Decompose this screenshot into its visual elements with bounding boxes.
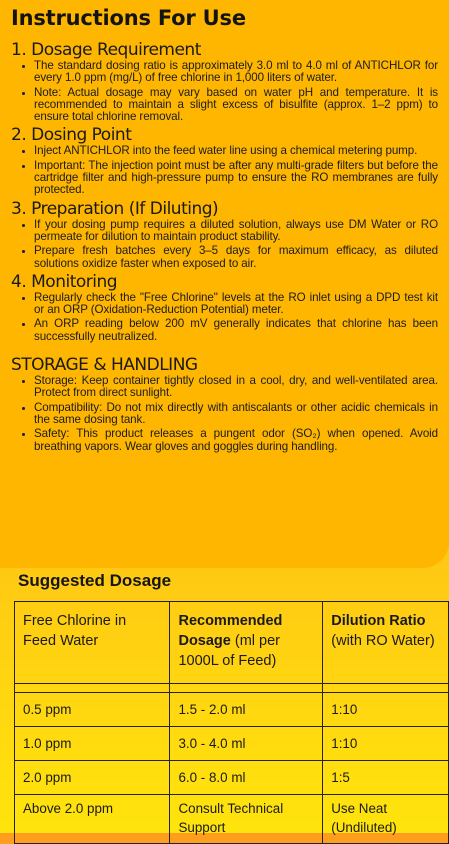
dosage-table xyxy=(14,601,449,844)
table-cell: 1:10 xyxy=(323,727,449,761)
table-cell: 2.0 ppm xyxy=(15,761,170,795)
table-cell: 0.5 ppm xyxy=(15,693,170,727)
table-cell: 6.0 - 8.0 ml xyxy=(170,761,323,795)
header-bold-text: Dilution Ratio xyxy=(331,613,426,629)
list-item: • Storage: Keep container tightly closed in a cool, dry, and well-ventilated area. Protect from direct sunlight. xyxy=(34,375,438,400)
table-row xyxy=(15,795,449,844)
list-item: • Regularly check the "Free Chlorine" levels at the RO inlet using a DPD test kit or an ORP (Oxidation-Reduction Potential) meter. xyxy=(34,292,438,317)
list-item: • The standard dosing ratio is approximately 3.0 ml to 4.0 ml of ANTICHLOR for every 1.0 ppm (mg/L) of free chlorine in 1,000 liters of water. xyxy=(34,60,438,85)
header-free-chlorine: Free Chlorine in Feed Water xyxy=(15,602,170,684)
header-text: (ml per 1000L of Feed) xyxy=(178,633,281,669)
list-item: • Inject ANTICHLOR into the feed water line using a chemical metering pump. xyxy=(34,145,438,157)
section-monitoring xyxy=(11,272,438,343)
header-text: (with RO Water) xyxy=(331,633,435,649)
bullet-list xyxy=(11,219,438,270)
dosage-table-title: Suggested Dosage xyxy=(18,571,172,590)
table-cell: 3.0 - 4.0 ml xyxy=(170,727,323,761)
list-item: • If your dosing pump requires a diluted solution, always use DM Water or RO permeate for dilution to maintain product stability. xyxy=(34,219,438,244)
section-heading: 1. Dosage Requirement xyxy=(11,40,201,60)
section-storage-handling xyxy=(11,355,438,453)
list-item: • Compatibility: Do not mix directly with antiscalants or other acidic chemicals in the same dosing tank. xyxy=(34,402,438,427)
header-recommended-dosage xyxy=(170,602,323,684)
section-heading: 2. Dosing Point xyxy=(11,125,132,146)
list-item: • An ORP reading below 200 mV generally indicates that chlorine has been successfully neutralized. xyxy=(34,318,438,343)
table-cell: Above 2.0 ppm xyxy=(15,795,170,844)
table-header-row xyxy=(15,602,449,684)
table-row xyxy=(15,727,449,761)
section-heading: STORAGE & HANDLING xyxy=(11,355,198,376)
table-cell: Consult Technical Support xyxy=(170,795,323,844)
bullet-list xyxy=(11,60,438,123)
table-cell: 1:10 xyxy=(323,693,449,727)
table-spacer-row xyxy=(15,684,449,693)
table-cell: Use Neat (Undiluted) xyxy=(323,795,449,844)
table-row xyxy=(15,693,449,727)
section-dosage-requirement xyxy=(11,40,438,123)
table-row xyxy=(15,761,449,795)
section-heading: 3. Preparation (If Diluting) xyxy=(11,198,219,219)
list-item: • Important: The injection point must be after any multi-grade filters but before the cartridge filter and high-pressure pump to ensure the RO membranes are fully protected. xyxy=(34,160,438,197)
spacer xyxy=(11,345,438,355)
list-item: • Prepare fresh batches every 3–5 days for maximum efficacy, as diluted solutions oxidize faster when exposed to air. xyxy=(34,245,438,270)
table-cell: 1:5 xyxy=(323,761,449,795)
header-dilution-ratio xyxy=(323,602,449,684)
bullet-list xyxy=(11,292,438,343)
section-heading: 4. Monitoring xyxy=(11,271,118,292)
page-title: Instructions For Use xyxy=(11,6,246,30)
section-dosing-point xyxy=(11,125,438,196)
header-bold-text: Recommended Dosage xyxy=(178,613,283,649)
table-cell: 1.0 ppm xyxy=(15,727,170,761)
section-preparation xyxy=(11,199,438,270)
list-item: • Safety: This product releases a pungent odor (SO₂) when opened. Avoid breathing vapors. Wear gloves and goggles during handling. xyxy=(34,428,438,453)
table-cell: 1.5 - 2.0 ml xyxy=(170,693,323,727)
bullet-list xyxy=(11,375,438,453)
bullet-list xyxy=(11,145,438,196)
list-item: • Note: Actual dosage may vary based on water pH and temperature. It is recommended to maintain a slight excess of bisulfite (approx. 1–2 ppm) to ensure total chlorine removal. xyxy=(34,87,438,124)
